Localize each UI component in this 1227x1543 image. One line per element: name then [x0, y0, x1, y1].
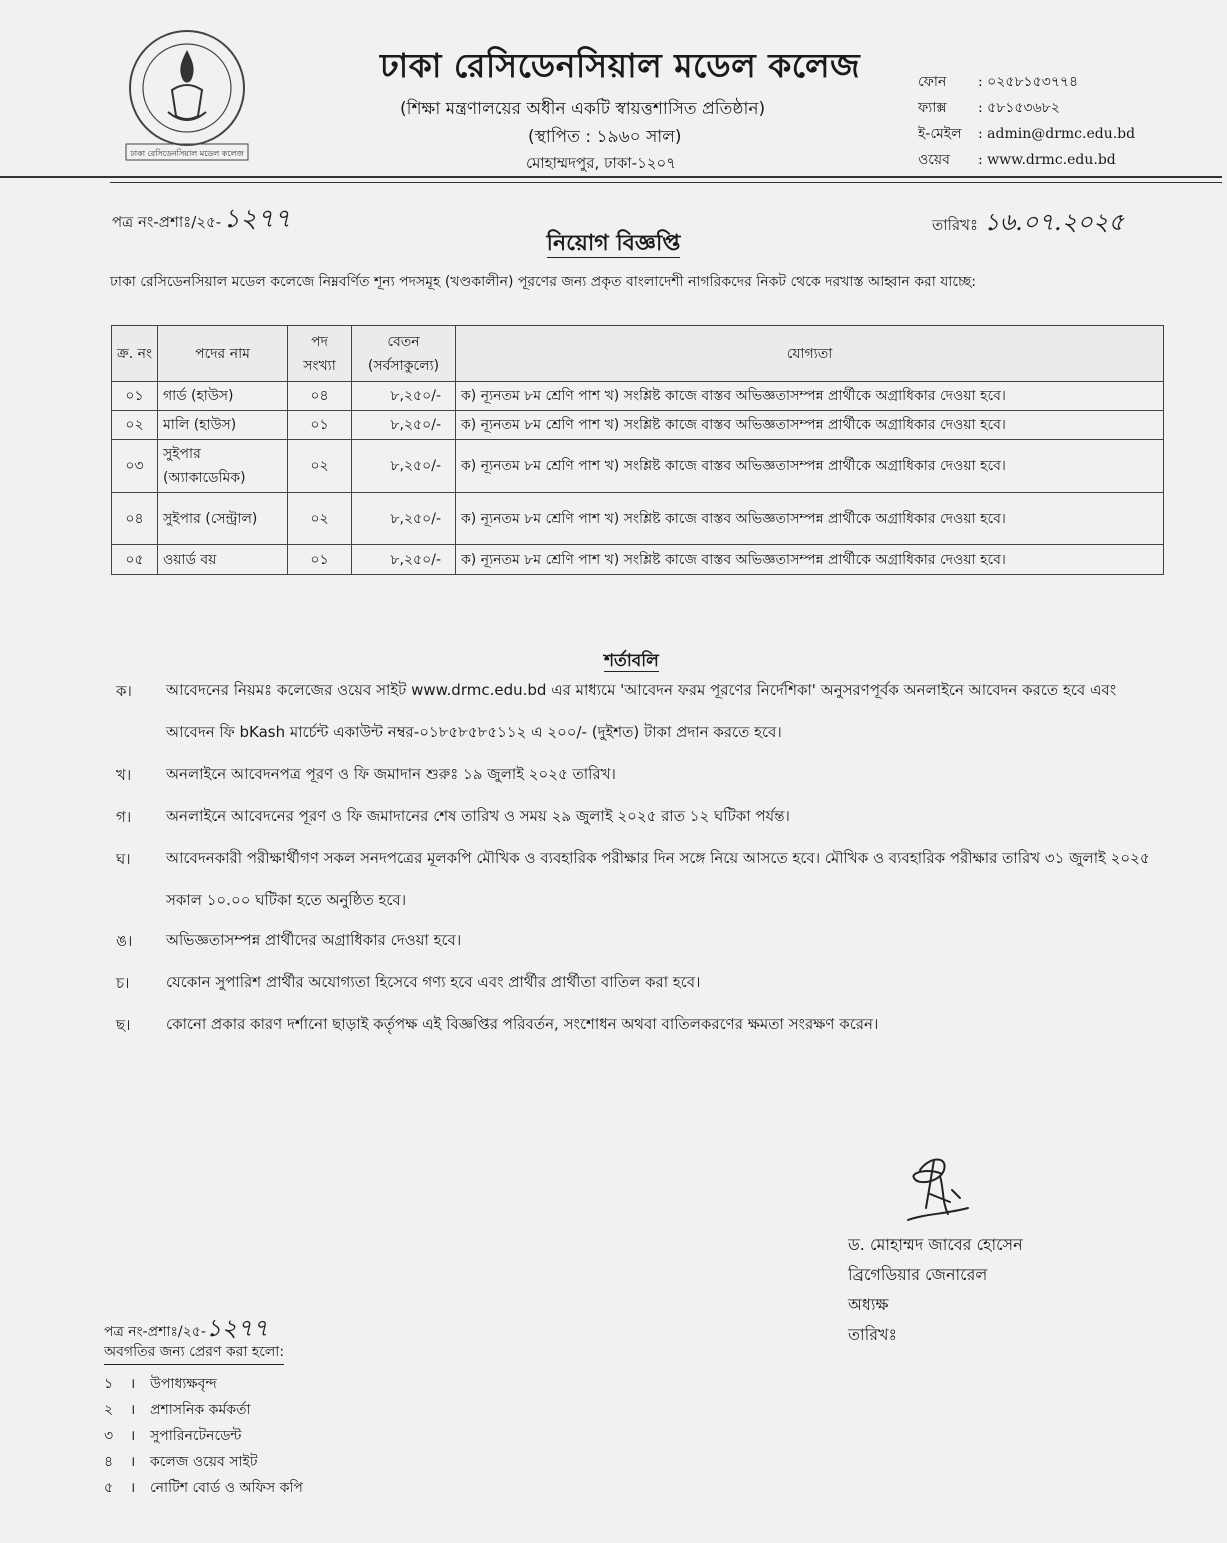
established-year: (স্থাপিত : ১৯৬০ সাল): [528, 127, 682, 147]
distribution-item: ৩ । সুপারিনটেনডেন্ট: [104, 1428, 242, 1444]
cell-count: ০২: [288, 493, 352, 545]
cell-serial: ০৪: [112, 493, 158, 545]
header-post: পদের নাম: [158, 326, 288, 382]
table-row: [112, 382, 1164, 411]
notice-date: তারিখঃ ১৬.০৭.২০২৫: [932, 208, 1125, 236]
cell-qualification: ক) ন্যূনতম ৮ম শ্রেণি পাশ খ) সংশ্লিষ্ট কাজে বাস্তব অভিজ্ঞতাসম্পন্ন প্রার্থীকে অগ্রাধিকার দেওয়া হবে।: [456, 545, 1164, 575]
table-row: [112, 440, 1164, 493]
contact-web: ওয়েব : www.drmc.edu.bd: [918, 152, 1116, 168]
signatory-designation: অধ্যক্ষ: [848, 1295, 889, 1314]
term-key: ঙ।: [116, 932, 133, 950]
signatory-date-label: তারিখঃ: [848, 1325, 898, 1344]
cell-count: ০৪: [288, 382, 352, 411]
table-row: [112, 493, 1164, 545]
term-key: গ।: [116, 808, 132, 826]
cell-count: ০২: [288, 440, 352, 493]
table-row: [112, 545, 1164, 575]
distribution-item: ৪ । কলেজ ওয়েব সাইট: [104, 1454, 258, 1470]
contact-email: ই-মেইল : admin@drmc.edu.bd: [918, 126, 1136, 142]
header-divider: [0, 176, 1222, 178]
term-text: আবেদনের নিয়মঃ কলেজের ওয়েব সাইট www.drmc.edu.bd এর মাধ্যমে 'আবেদন ফরম পূরণের নির্দেশিকা' অনুসরণপূর্বক অনলাইনে আবেদন করতে হবে এবং আবেদন ফি bKash মার্চেন্ট একাউন্ট নম্বর-০১৮৫৮৫৮৫১১২ এ ২০০/- (দুইশত) টাকা প্রদান করতে হবে।: [166, 681, 1117, 741]
term-text: আবেদনকারী পরীক্ষার্থীগণ সকল সনদপত্রের মূলকপি মৌখিক ও ব্যবহারিক পরীক্ষার দিন সঙ্গে নিয়ে আসতে হবে। মৌখিক ও ব্যবহারিক পরীক্ষার তারিখ ৩১ জুলাই ২০২৫ সকাল ১০.০০ ঘটিকা হতে অনুষ্ঠিত হবে।: [166, 849, 1150, 909]
cell-qualification: ক) ন্যূনতম ৮ম শ্রেণি পাশ খ) সংশ্লিষ্ট কাজে বাস্তব অভিজ্ঞতাসম্পন্ন প্রার্থীকে অগ্রাধিকার দেওয়া হবে।: [456, 382, 1164, 411]
cell-salary: ৮,২৫০/-: [352, 382, 456, 411]
cell-qualification: ক) ন্যূনতম ৮ম শ্রেণি পাশ খ) সংশ্লিষ্ট কাজে বাস্তব অভিজ্ঞতাসম্পন্ন প্রার্থীকে অগ্রাধিকার দেওয়া হবে।: [456, 411, 1164, 440]
signatory-rank: ব্রিগেডিয়ার জেনারেল: [848, 1265, 988, 1284]
contact-fax: ফ্যাক্স : ৫৮১৫৩৬৮২: [918, 100, 1060, 116]
memo-handwritten-number: ১২৭৭: [223, 204, 291, 234]
term-text: যেকোন সুপারিশ প্রার্থীর অযোগ্যতা হিসেবে গণ্য হবে এবং প্রার্থীর প্রার্থীতা বাতিল করা হবে।: [166, 973, 701, 991]
cell-count: ০১: [288, 411, 352, 440]
term-key: ছ।: [116, 1016, 131, 1034]
handwritten-date: ১৬.০৭.২০২৫: [984, 208, 1125, 236]
svg-text:ঢাকা রেসিডেনসিয়াল মডেল কলেজ: ঢাকা রেসিডেনসিয়াল মডেল কলেজ: [130, 149, 244, 158]
cell-qualification: ক) ন্যূনতম ৮ম শ্রেণি পাশ খ) সংশ্লিষ্ট কাজে বাস্তব অভিজ্ঞতাসম্পন্ন প্রার্থীকে অগ্রাধিকার দেওয়া হবে।: [456, 493, 1164, 545]
term-text: অভিজ্ঞতাসম্পন্ন প্রার্থীদের অগ্রাধিকার দেওয়া হবে।: [166, 931, 462, 949]
cell-serial: ০৩: [112, 440, 158, 493]
cell-serial: ০১: [112, 382, 158, 411]
term-text: অনলাইনে আবেদনের পূরণ ও ফি জমাদানের শেষ তারিখ ও সময় ২৯ জুলাই ২০২৫ রাত ১২ ঘটিকা পর্যন্ত।: [166, 807, 790, 825]
cell-post: মালি (হাউস): [158, 411, 288, 440]
intro-text: ঢাকা রেসিডেনসিয়াল মডেল কলেজে নিম্নবর্ণিত শূন্য পদসমূহ (খণ্ডকালীন) পূরণের জন্য প্রকৃত বাংলাদেশী নাগরিকদের নিকট থেকে দরখাস্ত আহ্বান করা যাচ্ছে:: [110, 274, 976, 290]
notice-title: নিয়োগ বিজ্ঞপ্তি: [546, 231, 681, 256]
cell-post: সুইপার (অ্যাকাডেমিক): [158, 440, 288, 493]
header-salary: বেতন (সর্বসাকুল্যে): [352, 326, 456, 382]
cell-post: গার্ড (হাউস): [158, 382, 288, 411]
distribution-heading: অবগতির জন্য প্রেরণ করা হলো:: [104, 1340, 284, 1365]
college-subtitle: (শিক্ষা মন্ত্রণালয়ের অধীন একটি স্বায়ত্তশাসিত প্রতিষ্ঠান): [400, 99, 766, 119]
term-key: চ।: [116, 974, 130, 992]
header-count: পদ সংখ্যা: [288, 326, 352, 382]
cell-qualification: ক) ন্যূনতম ৮ম শ্রেণি পাশ খ) সংশ্লিষ্ট কাজে বাস্তব অভিজ্ঞতাসম্পন্ন প্রার্থীকে অগ্রাধিকার দেওয়া হবে।: [456, 440, 1164, 493]
distribution-memo: পত্র নং-প্রশাঃ/২৫-১২৭৭: [104, 1314, 269, 1342]
vacancy-table: [111, 325, 1164, 575]
college-address: মোহাম্মদপুর, ঢাকা-১২০৭: [526, 154, 677, 172]
cell-serial: ০৫: [112, 545, 158, 575]
term-key: খ।: [116, 766, 132, 784]
cell-salary: ৮,২৫০/-: [352, 493, 456, 545]
memo-number: পত্র নং-প্রশাঃ/২৫-১২৭৭: [112, 204, 291, 234]
term-key: ক।: [116, 682, 132, 700]
contact-phone: ফোন : ০২৫৮১৫৩৭৭৪: [918, 74, 1079, 90]
cell-serial: ০২: [112, 411, 158, 440]
college-name: ঢাকা রেসিডেনসিয়াল মডেল কলেজ: [380, 46, 861, 85]
cell-post: সুইপার (সেন্ট্রাল): [158, 493, 288, 545]
terms-title: শর্তাবলি: [604, 651, 659, 671]
distribution-item: ৫ । নোটিশ বোর্ড ও অফিস কপি: [104, 1480, 303, 1496]
cell-salary: ৮,২৫০/-: [352, 440, 456, 493]
cell-post: ওয়ার্ড বয়: [158, 545, 288, 575]
distribution-item: ১ । উপাধ্যক্ষবৃন্দ: [104, 1376, 217, 1392]
cell-count: ০১: [288, 545, 352, 575]
cell-salary: ৮,২৫০/-: [352, 545, 456, 575]
table-row: [112, 411, 1164, 440]
header-serial: ক্র. নং: [112, 326, 158, 382]
term-key: ঘ।: [116, 850, 131, 868]
cell-salary: ৮,২৫০/-: [352, 411, 456, 440]
distribution-item: ২ । প্রশাসনিক কর্মকর্তা: [104, 1402, 251, 1418]
table-header-row: [112, 326, 1164, 382]
distribution-handwritten-number: ১২৭৭: [205, 1314, 269, 1342]
college-logo: [124, 28, 250, 166]
signature-mark: [900, 1150, 974, 1228]
header-qualification: যোগ্যতা: [456, 326, 1164, 382]
header-divider-thin: [110, 182, 1222, 183]
term-text: কোনো প্রকার কারণ দর্শানো ছাড়াই কর্তৃপক্ষ এই বিজ্ঞপ্তির পরিবর্তন, সংশোধন অথবা বাতিলকরণের ক্ষমতা সংরক্ষণ করেন।: [166, 1015, 879, 1033]
signatory-name: ড. মোহাম্মদ জাবের হোসেন: [848, 1235, 1023, 1254]
term-text: অনলাইনে আবেদনপত্র পূরণ ও ফি জমাদান শুরুঃ ১৯ জুলাই ২০২৫ তারিখ।: [166, 765, 616, 783]
